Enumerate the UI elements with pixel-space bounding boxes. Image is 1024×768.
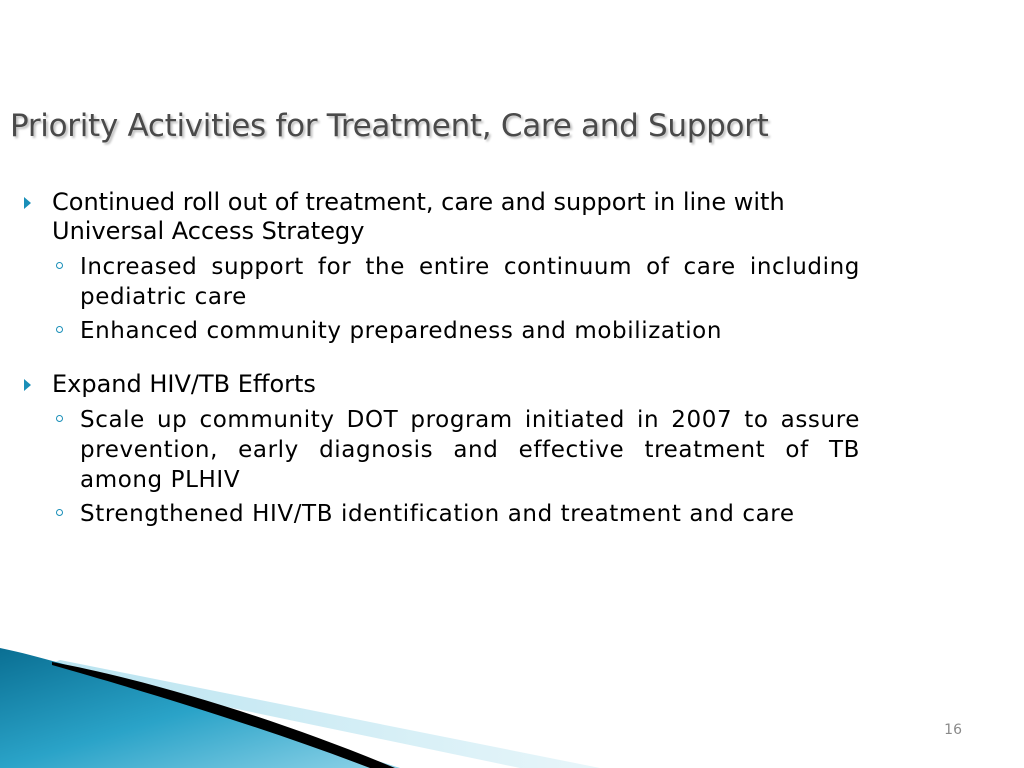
circle-bullet-icon — [56, 509, 63, 516]
bullet-item — [22, 188, 852, 246]
circle-bullet-icon — [56, 415, 63, 422]
sub-bullet-item — [22, 316, 860, 346]
sub-bullet-text: Increased support for the entire continuum of care including pediatric care — [80, 254, 860, 310]
slide-title: Priority Activities for Treatment, Care and Support — [10, 108, 769, 144]
circle-bullet-icon — [56, 262, 63, 269]
bullet-group — [22, 188, 862, 346]
sub-bullet-list — [22, 252, 862, 346]
triangle-bullet-icon — [24, 197, 31, 209]
sub-bullet-item — [22, 499, 860, 529]
bullet-content — [22, 188, 862, 553]
sub-bullet-text: Scale up community DOT program initiated in 2007 to assure prevention, early diagnosis and effective treatment of TB among PLHIV — [80, 407, 860, 493]
sub-bullet-list — [22, 405, 862, 529]
bullet-item — [22, 370, 852, 399]
page-number: 16 — [944, 722, 962, 738]
circle-bullet-icon — [56, 326, 63, 333]
sub-bullet-text: Enhanced community preparedness and mobilization — [80, 318, 723, 344]
bullet-text: Expand HIV/TB Efforts — [52, 370, 316, 398]
sub-bullet-item — [22, 252, 860, 312]
bullet-text: Continued roll out of treatment, care and support in line with Universal Access Strategy — [52, 188, 785, 245]
sub-bullet-text: Strengthened HIV/TB identification and treatment and care — [80, 501, 795, 527]
triangle-bullet-icon — [24, 379, 31, 391]
bullet-group — [22, 370, 862, 529]
sub-bullet-item — [22, 405, 860, 495]
